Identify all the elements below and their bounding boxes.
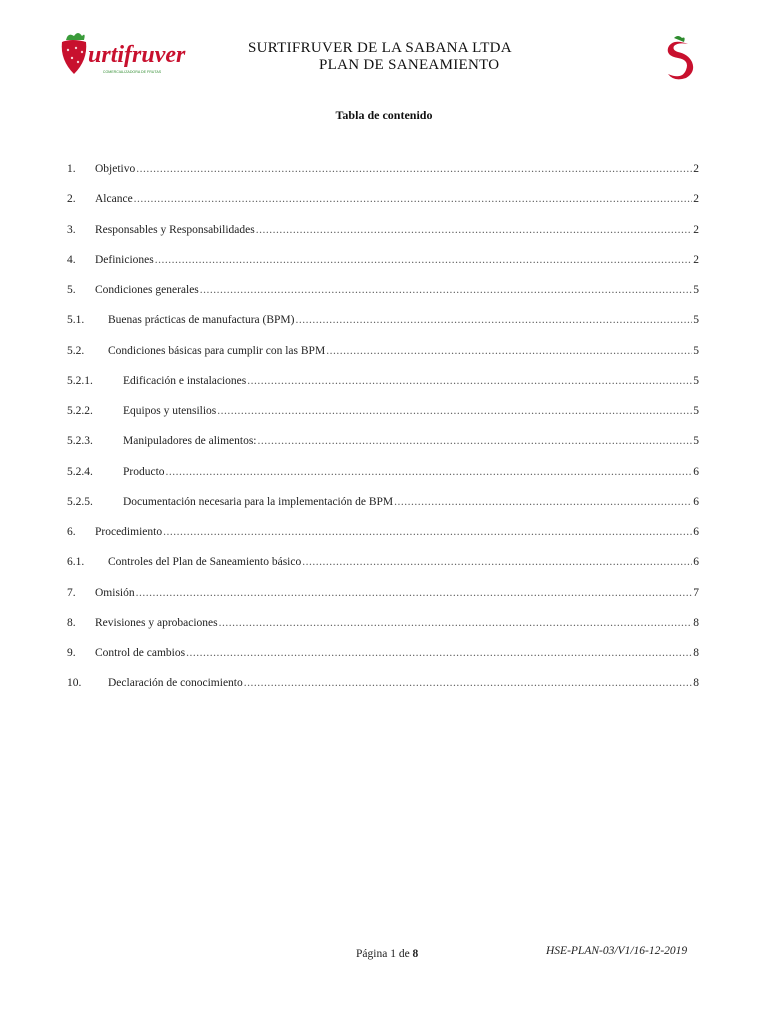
toc-entry[interactable] — [67, 345, 699, 375]
toc-entry-number: 6.1. — [67, 556, 85, 569]
toc-entry-number: 5. — [67, 284, 76, 296]
toc-entry-page: 6 — [693, 465, 699, 478]
toc-entry-page: 8 — [693, 616, 699, 629]
toc-entry-number: 4. — [67, 253, 76, 266]
toc-entry-number: 2. — [67, 193, 76, 206]
toc-entry[interactable] — [67, 466, 699, 496]
surtifruver-logo — [58, 30, 198, 78]
toc-entry[interactable] — [67, 163, 699, 193]
toc-entry-number: 5.2.4. — [67, 465, 93, 478]
toc-entry-page: 5 — [693, 374, 699, 387]
toc-entry-number: 7. — [67, 586, 76, 599]
toc-leader-dots — [302, 556, 692, 568]
emblem-s-icon — [668, 42, 693, 80]
document-code: HSE-PLAN-03/V1/16-12-2019 — [546, 945, 688, 957]
toc-entry-title: Condiciones básicas para cumplir con las BPM — [108, 344, 326, 357]
toc-entry-title: Procedimiento — [95, 526, 163, 538]
company-name: SURTIFRUVER DE LA SABANA LTDA — [248, 40, 512, 56]
toc-leader-dots — [200, 284, 692, 296]
toc-entry-title: Revisiones y aprobaciones — [95, 616, 218, 629]
toc-entry-page: 5 — [693, 314, 699, 327]
toc-entry-number: 5.2.1. — [67, 374, 93, 387]
toc-leader-dots — [296, 314, 693, 326]
toc-entry[interactable] — [67, 556, 699, 586]
toc-leader-dots — [244, 677, 693, 689]
toc-entry-page: 2 — [693, 193, 699, 206]
toc-entry-number: 5.1. — [67, 314, 85, 327]
toc-entry-title: Equipos y utensilios — [123, 405, 217, 417]
toc-entry-number: 5.2. — [67, 344, 85, 357]
toc-entry[interactable] — [67, 375, 699, 405]
toc-entry-title: Omisión — [95, 586, 135, 599]
leaf-icon — [66, 33, 85, 40]
toc-entry-page: 6 — [693, 495, 699, 508]
toc-entry-page: 5 — [693, 344, 699, 357]
toc-entry-page: 8 — [693, 677, 699, 690]
toc-entry-number: 6. — [67, 526, 76, 538]
toc-entry-page: 5 — [693, 284, 699, 296]
toc-entry[interactable] — [67, 647, 699, 677]
toc-leader-dots — [256, 224, 693, 236]
toc-entry-title: Control de cambios — [95, 647, 186, 659]
toc-leader-dots — [258, 435, 693, 447]
toc-entry-title: Declaración de conocimiento — [108, 677, 243, 690]
toc-entry-number: 5.2.2. — [67, 405, 93, 417]
toc-entry-page: 6 — [693, 526, 699, 538]
toc-entry-title: Alcance — [95, 193, 133, 206]
toc-entry-title: Controles del Plan de Saneamiento básico — [108, 556, 302, 569]
toc-entry-number: 9. — [67, 647, 76, 659]
surtifruver-emblem — [660, 34, 698, 82]
toc-entry-page: 5 — [693, 435, 699, 448]
toc-entry[interactable] — [67, 314, 699, 344]
toc-entry[interactable] — [67, 224, 699, 254]
logo-tagline: COMERCIALIZADORA DE FRUTAS — [102, 70, 162, 74]
toc-entry[interactable] — [67, 284, 699, 314]
current-page: 1 — [390, 948, 396, 960]
toc-leader-dots — [186, 647, 692, 659]
toc-entry-title: Manipuladores de alimentos: — [123, 435, 257, 448]
toc-entry[interactable] — [67, 496, 699, 526]
toc-entry[interactable] — [67, 435, 699, 465]
toc-entry-page: 8 — [693, 647, 699, 659]
toc-entry-page: 6 — [693, 556, 699, 569]
toc-leader-dots — [136, 587, 693, 599]
toc-entry[interactable] — [67, 617, 699, 647]
toc-entry-title: Condiciones generales — [95, 284, 199, 296]
toc-entry-number: 3. — [67, 223, 76, 236]
toc-entry-page: 5 — [693, 405, 699, 417]
toc-entry[interactable] — [67, 587, 699, 617]
logo-text: urtifruver — [88, 42, 186, 68]
toc-entry-title: Objetivo — [95, 163, 136, 175]
toc-entry[interactable] — [67, 254, 699, 284]
toc-entry-page: 7 — [693, 586, 699, 599]
strawberry-icon — [62, 40, 87, 74]
toc-leader-dots — [166, 466, 693, 478]
toc-entry-title: Producto — [123, 465, 165, 478]
toc-entry-title: Documentación necesaria para la implementación de BPM — [123, 495, 394, 508]
total-pages: 8 — [412, 948, 419, 960]
toc-entry[interactable] — [67, 405, 699, 435]
table-of-contents — [67, 163, 699, 708]
toc-entry[interactable] — [67, 193, 699, 223]
toc-heading: Tabla de contenido — [335, 108, 433, 122]
toc-entry-number: 5.2.5. — [67, 495, 93, 508]
toc-leader-dots — [134, 193, 693, 205]
toc-entry-page: 2 — [693, 163, 699, 175]
toc-leader-dots — [247, 375, 692, 387]
toc-entry-page: 2 — [693, 223, 699, 236]
toc-leader-dots — [163, 526, 692, 538]
toc-entry-title: Definiciones — [95, 253, 154, 266]
toc-entry-number: 5.2.3. — [67, 435, 93, 448]
page-label: Página — [356, 948, 388, 960]
toc-leader-dots — [394, 496, 692, 508]
toc-entry-number: 1. — [67, 163, 76, 175]
toc-entry-number: 8. — [67, 616, 76, 629]
toc-entry[interactable] — [67, 677, 699, 707]
of-label: de — [398, 948, 410, 960]
toc-leader-dots — [155, 254, 692, 266]
toc-leader-dots — [136, 163, 692, 175]
toc-entry-title: Responsables y Responsabilidades — [95, 223, 255, 236]
toc-leader-dots — [326, 345, 692, 357]
toc-leader-dots — [219, 617, 693, 629]
toc-entry-number: 10. — [67, 677, 82, 690]
toc-leader-dots — [217, 405, 692, 417]
leaf-icon — [674, 36, 685, 42]
page-indicator — [356, 948, 418, 960]
document-name: PLAN DE SANEAMIENTO — [319, 57, 500, 73]
toc-entry-page: 2 — [693, 253, 699, 266]
toc-entry[interactable] — [67, 526, 699, 556]
toc-entry-title: Buenas prácticas de manufactura (BPM) — [108, 314, 295, 327]
toc-entry-title: Edificación e instalaciones — [123, 374, 247, 387]
